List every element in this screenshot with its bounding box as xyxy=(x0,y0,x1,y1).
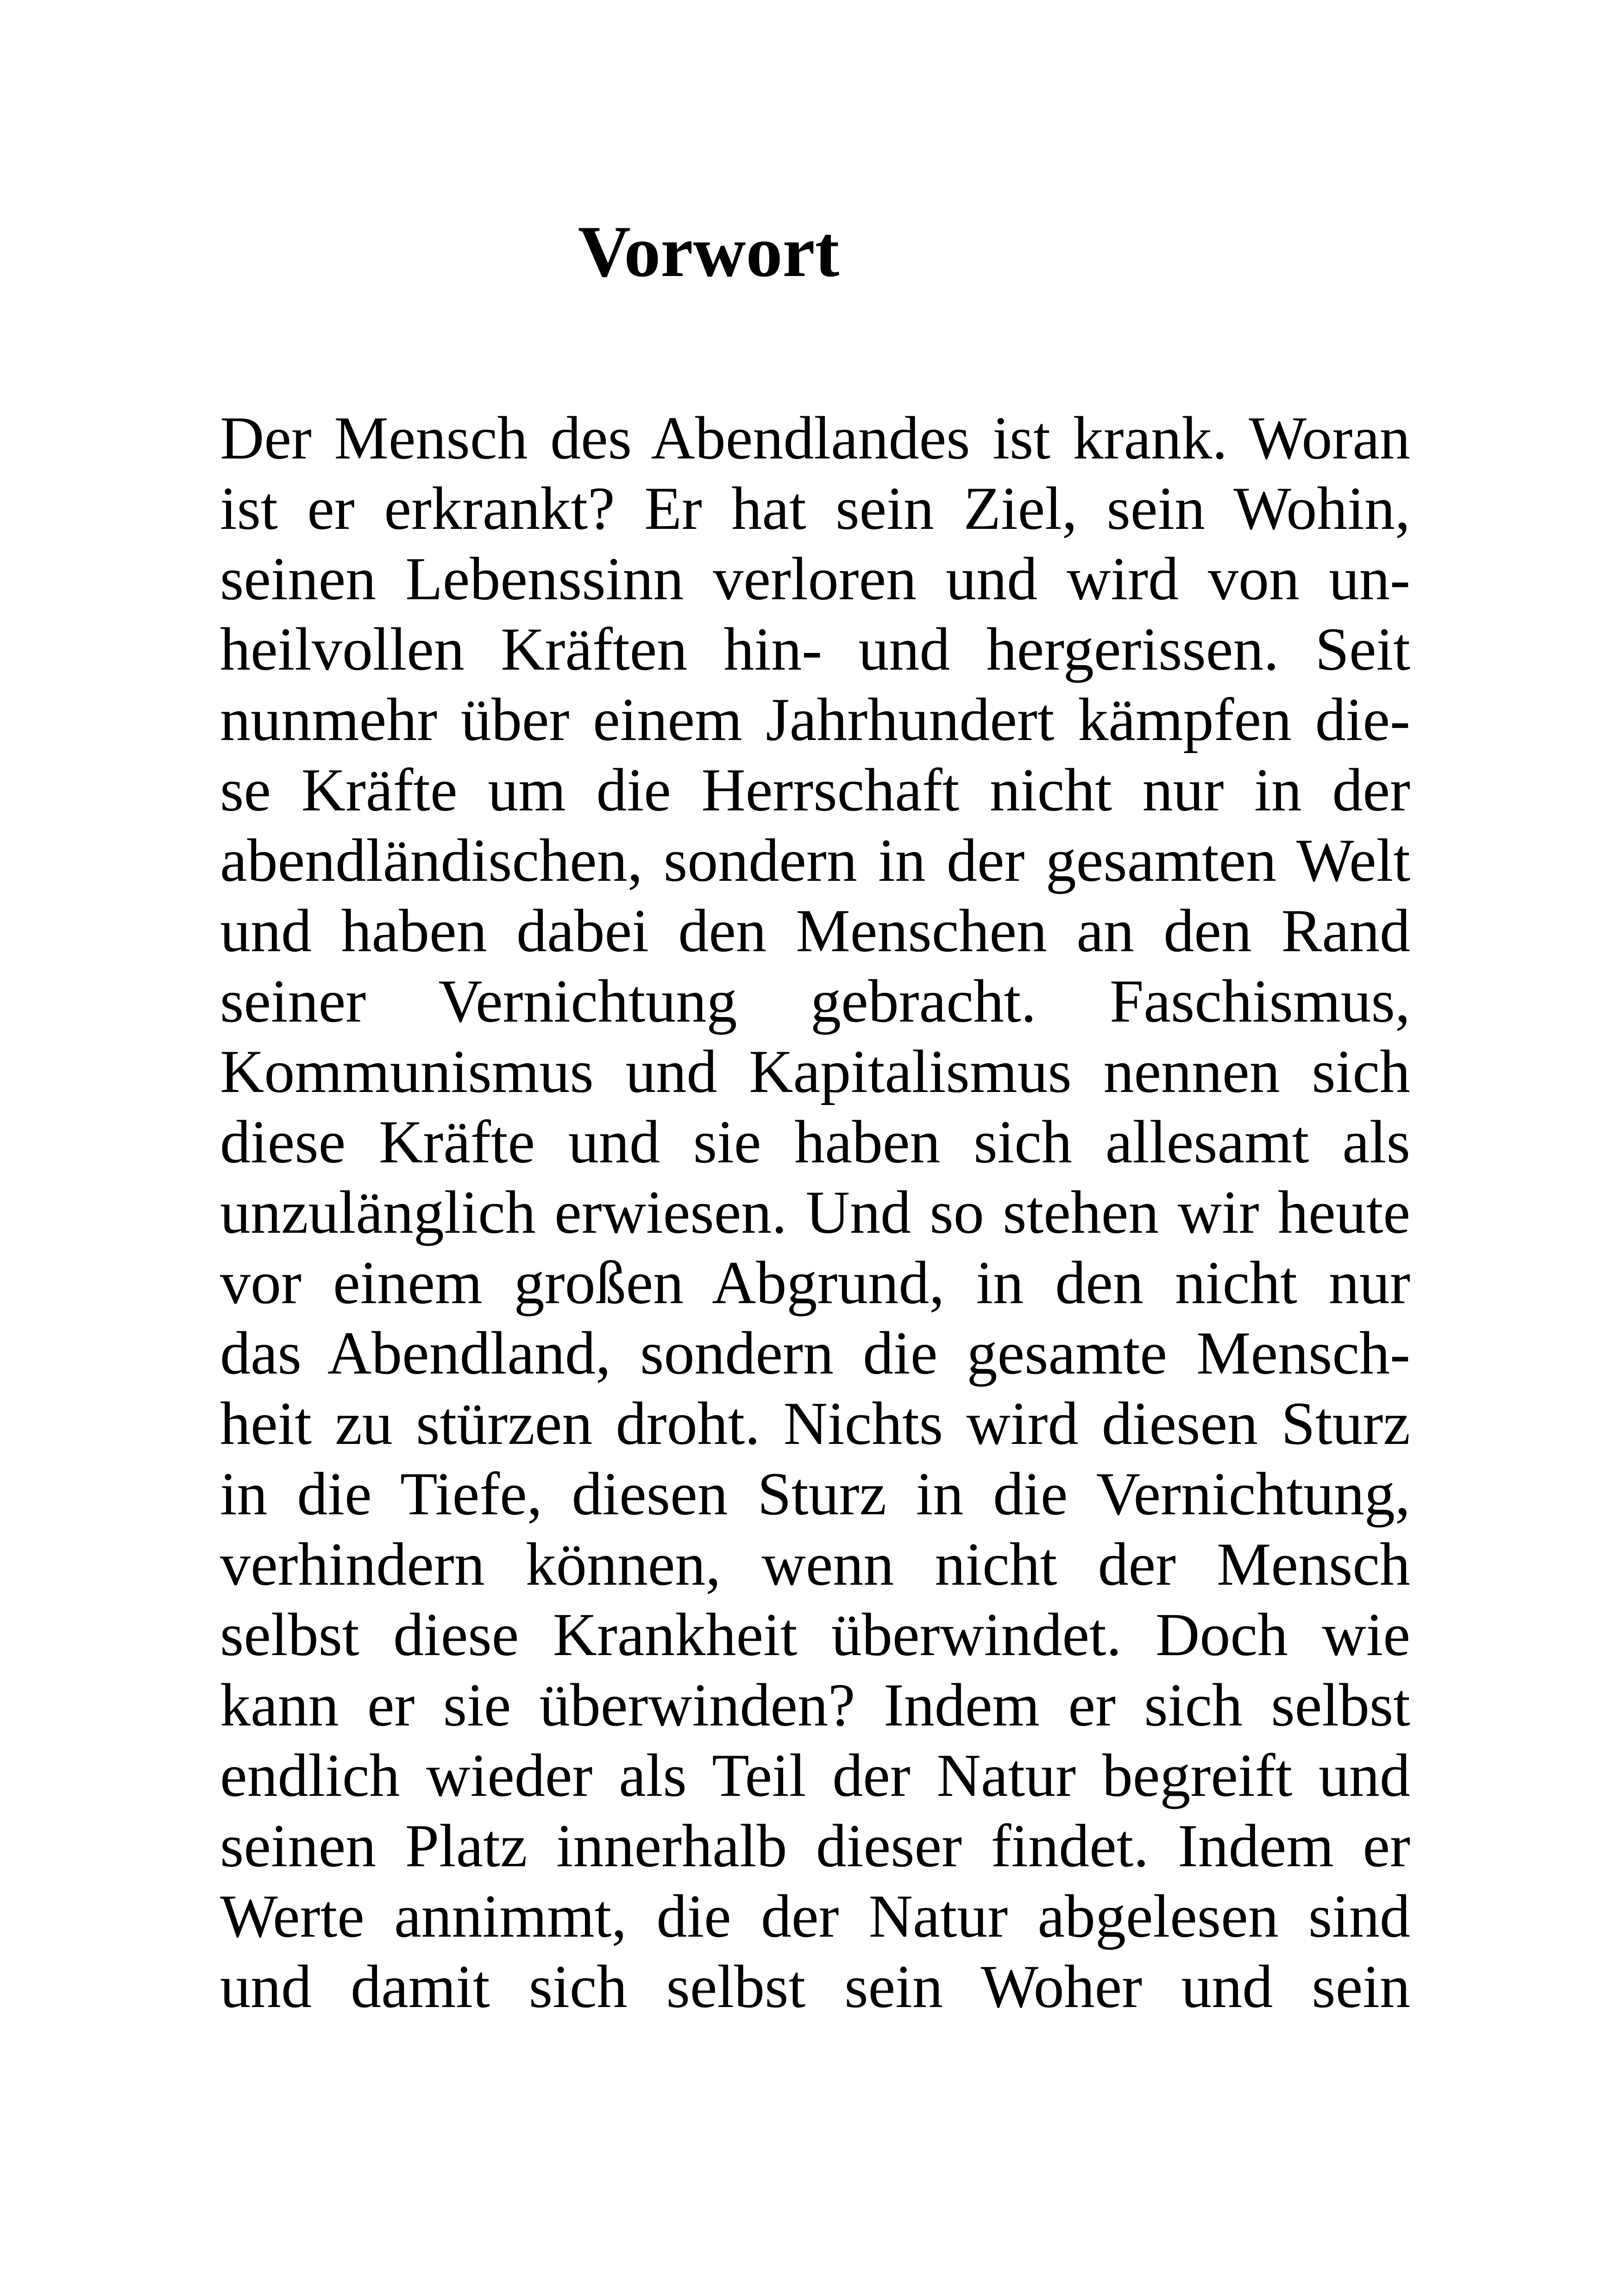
text-line: nunmehr über einem Jahrhundert kämpfen die- xyxy=(220,685,1410,753)
body-paragraph xyxy=(220,403,1410,2022)
text-line: ist er erkrankt? Er hat sein Ziel, sein Wohin, xyxy=(220,474,1410,542)
page-title: Vorwort xyxy=(578,211,840,292)
text-line: seinen Lebenssinn verloren und wird von un- xyxy=(220,545,1410,613)
text-line: unzulänglich erwiesen. Und so stehen wir heute xyxy=(220,1178,1410,1246)
text-line: und damit sich selbst sein Woher und sein xyxy=(220,1952,1410,2020)
text-line: selbst diese Krankheit überwindet. Doch wie xyxy=(220,1600,1410,1669)
text-line: diese Kräfte und sie haben sich allesamt als xyxy=(220,1108,1410,1176)
text-line: seinen Platz innerhalb dieser findet. Indem er xyxy=(220,1812,1410,1880)
text-line: heit zu stürzen droht. Nichts wird diesen Sturz xyxy=(220,1389,1410,1457)
text-line: und haben dabei den Menschen an den Rand xyxy=(220,897,1410,965)
text-line: vor einem großen Abgrund, in den nicht nur xyxy=(220,1248,1410,1317)
text-line: in die Tiefe, diesen Sturz in die Vernichtung, xyxy=(220,1460,1410,1528)
text-line: abendländischen, sondern in der gesamten Welt xyxy=(220,826,1410,894)
text-line: Der Mensch des Abendlandes ist krank. Woran xyxy=(220,404,1410,472)
text-line: Kommunismus und Kapitalismus nennen sich xyxy=(220,1037,1410,1105)
text-line: se Kräfte um die Herrschaft nicht nur in der xyxy=(220,756,1410,824)
text-line: heilvollen Kräften hin- und hergerissen. Seit xyxy=(220,615,1410,683)
text-line: verhindern können, wenn nicht der Mensch xyxy=(220,1530,1410,1598)
text-line: seiner Vernichtung gebracht. Faschismus, xyxy=(220,967,1410,1035)
text-line: kann er sie überwinden? Indem er sich selbst xyxy=(220,1671,1410,1739)
text-line: endlich wieder als Teil der Natur begreift und xyxy=(220,1741,1410,1809)
text-line: Werte annimmt, die der Natur abgelesen sind xyxy=(220,1882,1410,1950)
text-line: das Abendland, sondern die gesamte Mensch- xyxy=(220,1319,1410,1387)
